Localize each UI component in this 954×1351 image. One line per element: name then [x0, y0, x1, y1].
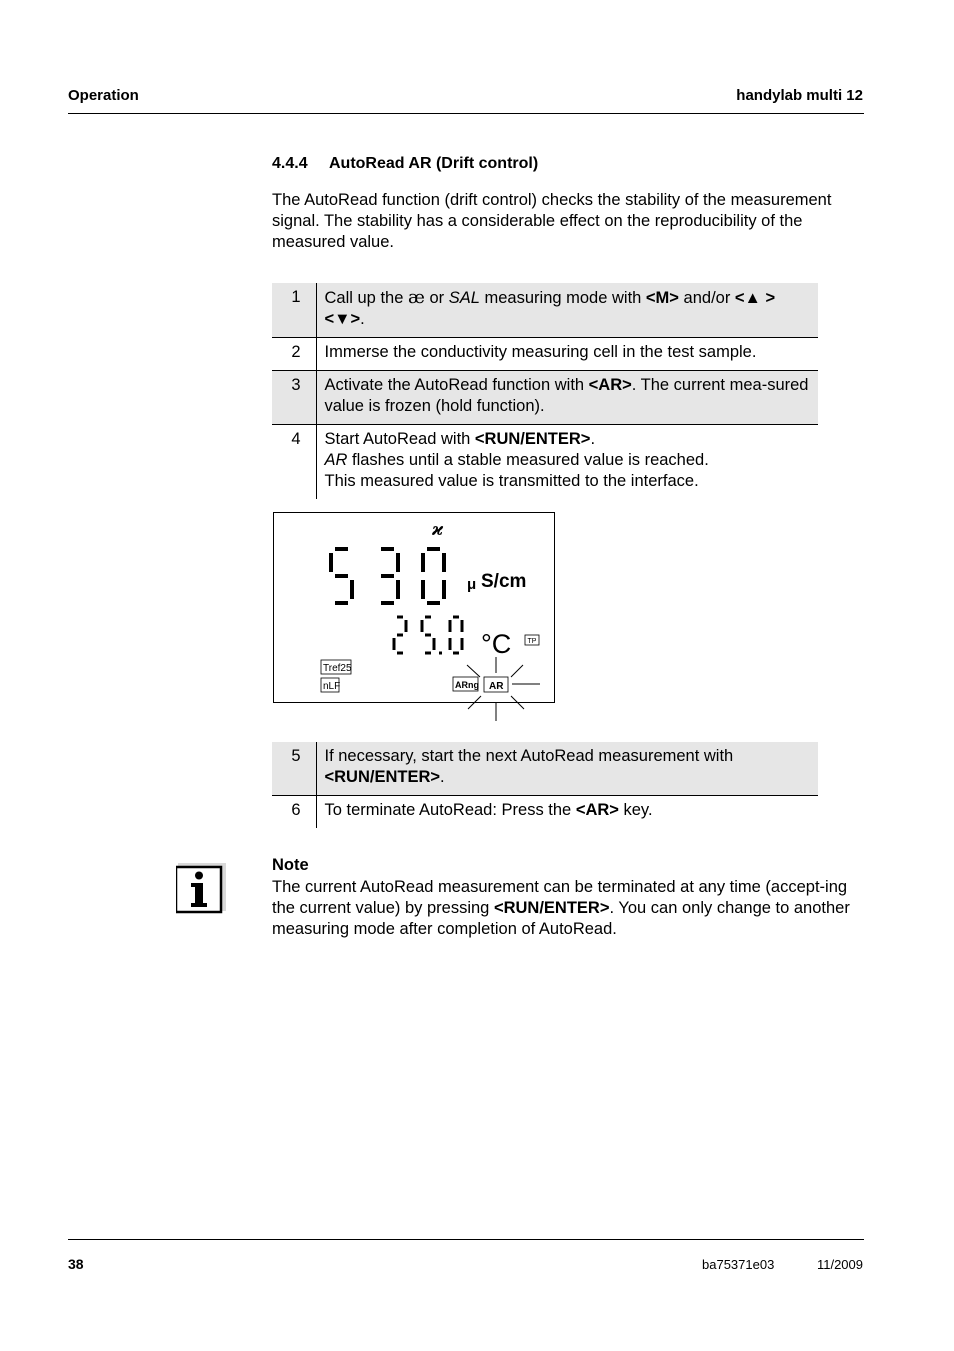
tref-label: Tref25	[323, 663, 352, 674]
key-label: <RUN/ENTER>	[493, 899, 610, 917]
text-run: .	[360, 310, 365, 328]
arng-label: ARng	[455, 680, 479, 690]
text-run: or	[424, 289, 449, 307]
key-label: <AR>	[575, 801, 619, 819]
text-run: This measured value is transmitted to the interface.	[324, 472, 699, 490]
step-row	[272, 283, 818, 338]
step-text	[316, 796, 818, 829]
section-heading	[272, 155, 538, 173]
page-number: 38	[68, 1256, 84, 1272]
step-text	[316, 338, 818, 371]
intro-paragraph: The AutoRead function (drift control) checks the stability of the measurement signal. The stability has a considerable effect on the reproducibility of the measured value.	[272, 191, 832, 251]
step-number: 6	[272, 796, 316, 829]
text-run: The current AutoRead measurement can be terminated at any time (accept-ing the current value) by pressing	[272, 878, 848, 917]
steps-table-a	[272, 283, 818, 499]
text-run: Immerse the conductivity measuring cell in the test sample.	[324, 343, 757, 361]
text-run: .	[440, 768, 445, 786]
step-row	[272, 338, 818, 371]
section-title: AutoRead AR (Drift control)	[329, 155, 539, 172]
footer-rule	[68, 1239, 864, 1240]
step-text	[316, 425, 818, 500]
unit-label: S/cm	[481, 571, 527, 592]
header-product: handylab multi 12	[736, 87, 863, 104]
info-icon	[176, 863, 226, 913]
text-run: .	[590, 430, 596, 448]
ar-label: AR	[489, 681, 504, 692]
text-run: Start AutoRead with	[324, 430, 475, 448]
conductivity-symbol: ϰ	[432, 520, 444, 540]
header-section: Operation	[68, 87, 139, 104]
note-text	[272, 877, 864, 940]
key-label: <RUN/ENTER>	[324, 768, 441, 786]
section-number: 4.4.4	[272, 155, 308, 172]
step-text	[316, 371, 818, 425]
text-run: To terminate AutoRead: Press the	[324, 801, 576, 819]
text-run: If necessary, start the next AutoRead measurement with	[324, 747, 734, 765]
step-text	[316, 283, 818, 338]
text-run: . The current mea-sured value is frozen (hold function).	[324, 376, 809, 415]
step-row	[272, 371, 818, 425]
key-label: <RUN/ENTER>	[474, 430, 591, 448]
steps-table-b	[272, 742, 818, 828]
text-run: SAL	[448, 289, 480, 307]
key-label: <▲ >	[734, 289, 776, 307]
tp-label: TP	[527, 638, 537, 645]
lcd-decimal-point	[439, 652, 442, 655]
temperature-unit: °C	[481, 629, 512, 659]
header-rule	[68, 113, 864, 114]
step-row	[272, 742, 818, 796]
key-label: <AR>	[588, 376, 632, 394]
document-id: ba75371e03	[702, 1257, 775, 1272]
text-run: Call up the	[324, 289, 408, 307]
lcd-graphic	[274, 513, 554, 723]
text-run: . You can only change to another measuring mode after completion of AutoRead.	[272, 899, 850, 938]
step-number: 1	[272, 283, 316, 338]
step-text	[316, 742, 818, 796]
step-row	[272, 425, 818, 500]
text-run: and/or	[678, 289, 735, 307]
step-number: 4	[272, 425, 316, 500]
text-run: measuring mode with	[479, 289, 646, 307]
text-run: æ	[407, 287, 425, 308]
lcd-display	[273, 512, 555, 703]
note-title: Note	[272, 856, 309, 874]
step-row	[272, 796, 818, 829]
unit-mu: μ	[467, 576, 477, 593]
key-label: <M>	[645, 289, 679, 307]
temperature-digits	[394, 617, 462, 655]
step-number: 3	[272, 371, 316, 425]
text-run: Activate the AutoRead function with	[324, 376, 589, 394]
text-run: flashes until a stable measured value is reached.	[347, 451, 709, 469]
key-label: <▼>	[324, 310, 361, 328]
text-run: AR	[324, 451, 348, 469]
step-number: 2	[272, 338, 316, 371]
text-run: key.	[618, 801, 653, 819]
main-value-digits	[331, 549, 444, 603]
step-number: 5	[272, 742, 316, 796]
document-date: 11/2009	[816, 1257, 863, 1272]
nlf-label: nLF	[323, 681, 341, 692]
